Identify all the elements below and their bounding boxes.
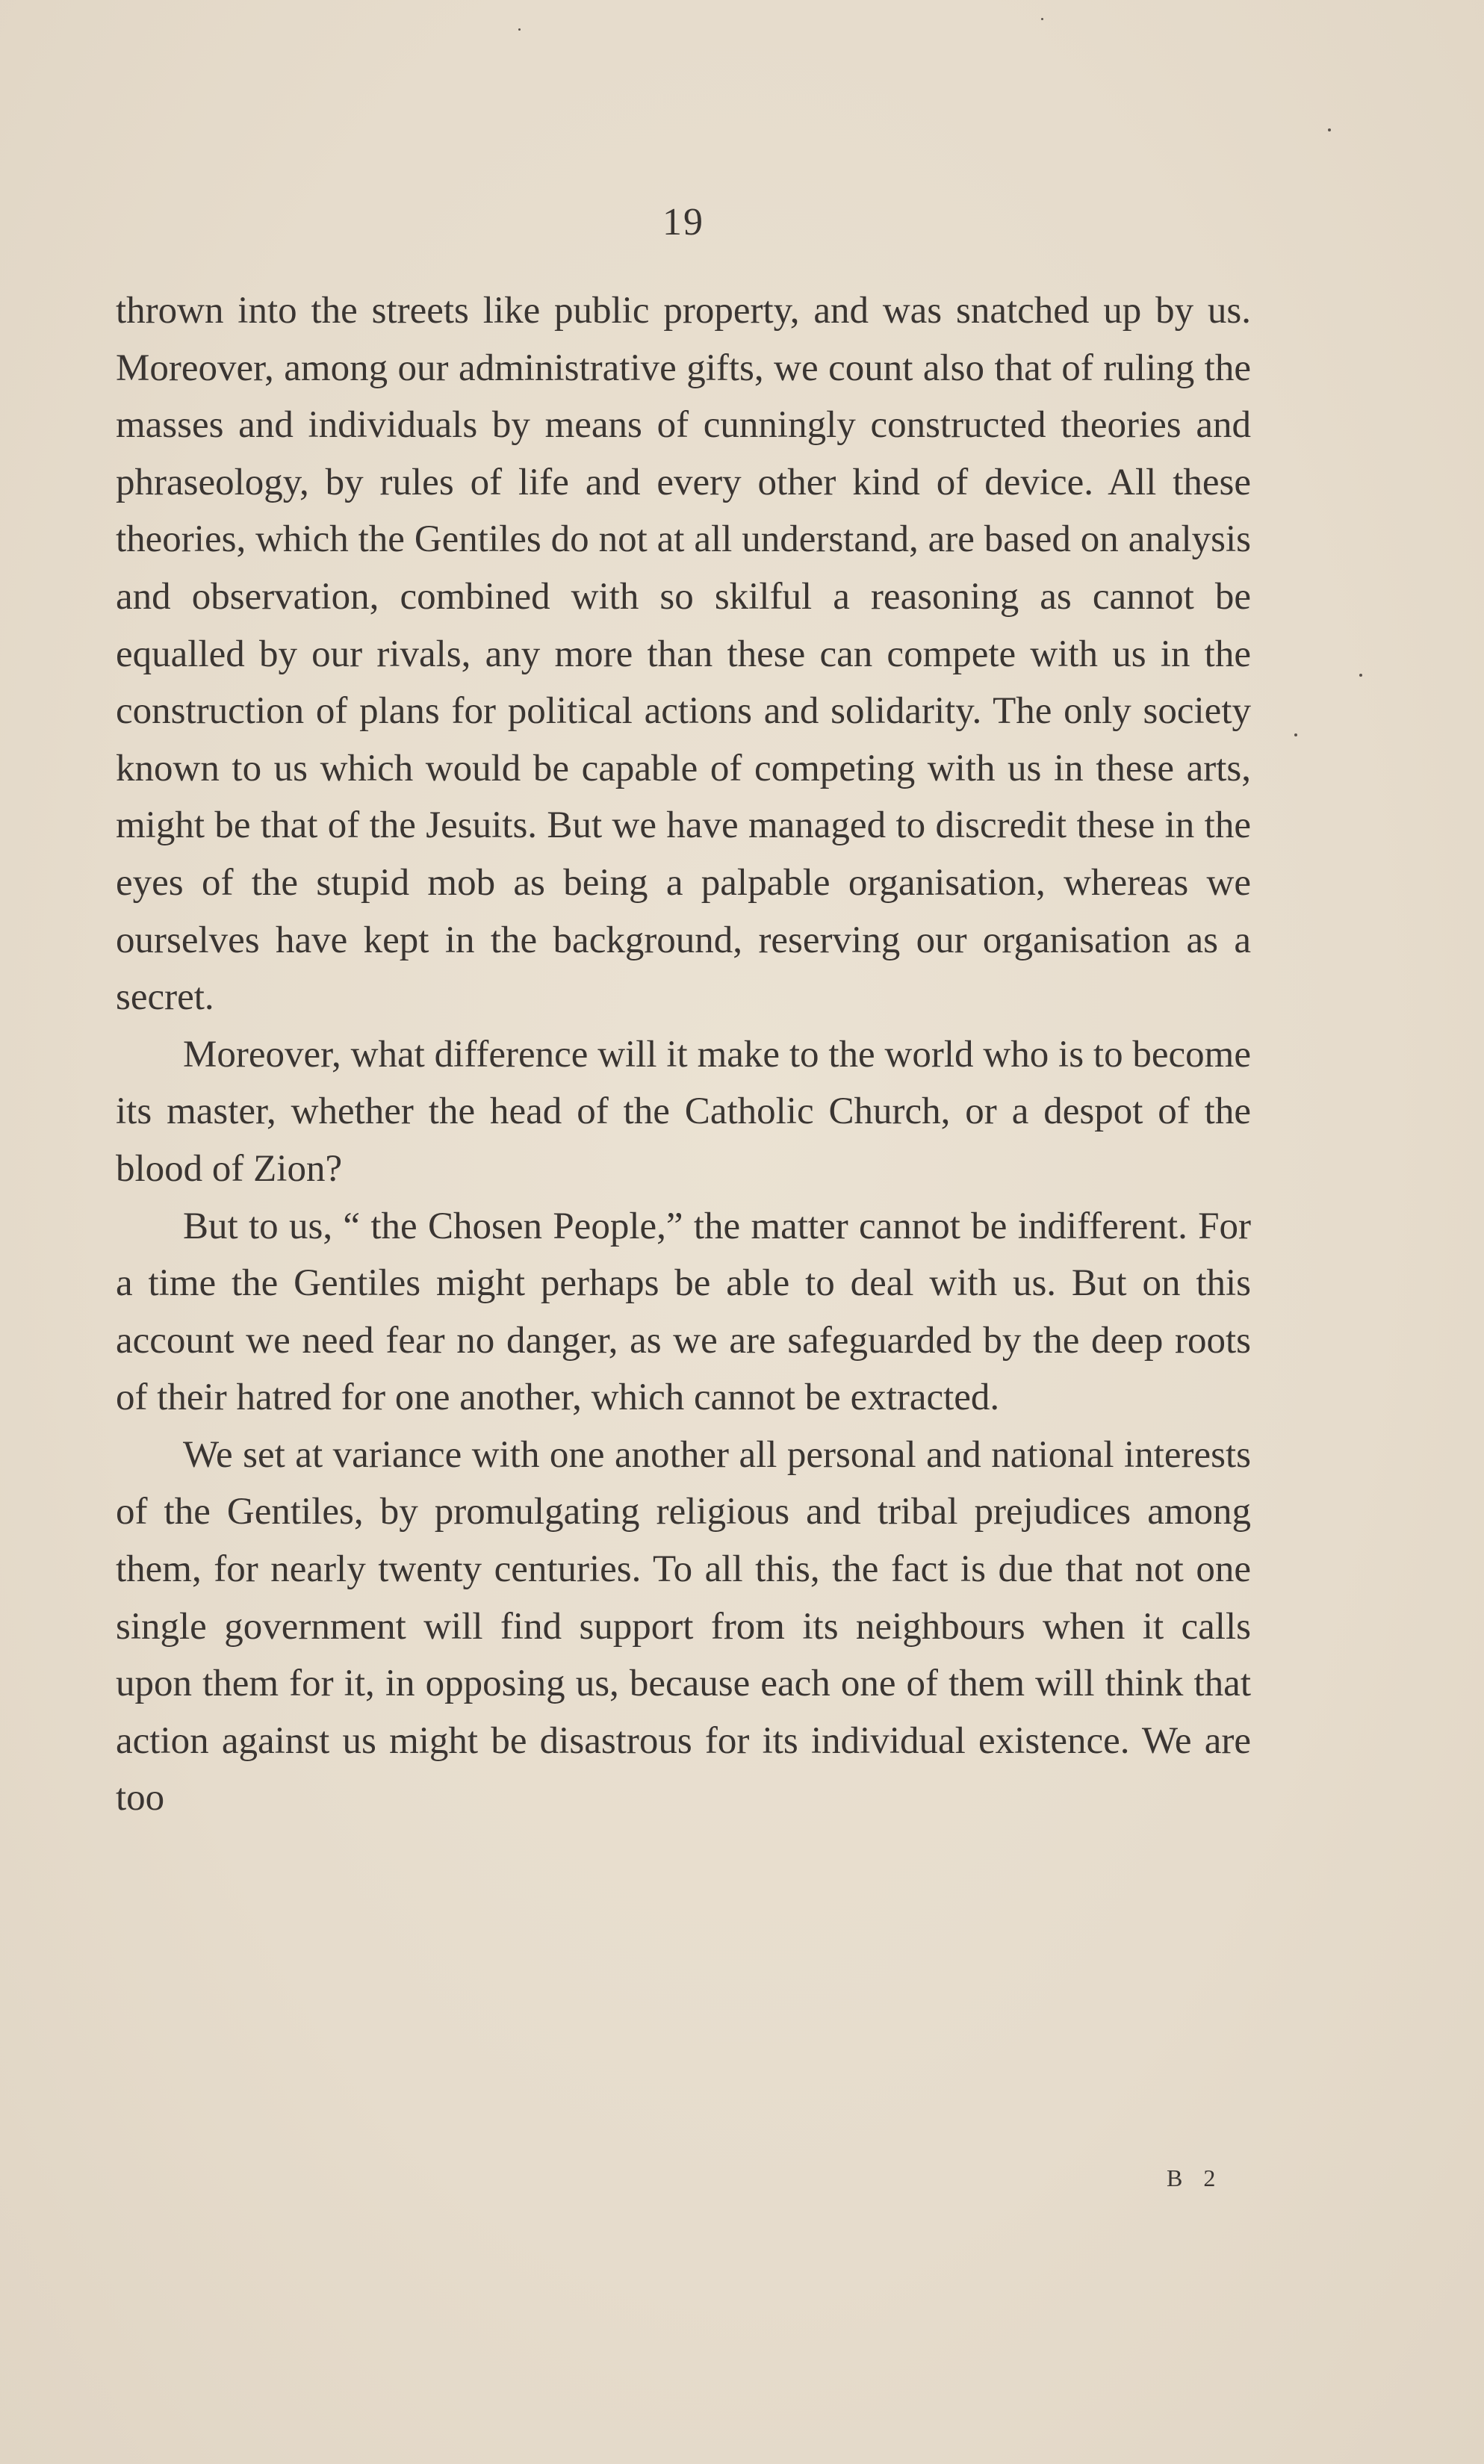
body-text [116,282,1251,1827]
paragraph-4: We set at variance with one another all personal and national interests of the Gentiles, by promulgating religious and tribal prejudices among them, for nearly twenty centuries. To all this, the fact is due that not one single government will find support from its neighbours when it calls upon them for it, in opposing us, because each one of them will think that action against us might be disastrous for its individual existence. We are too [116,1433,1251,1819]
paragraph-2: Moreover, what difference will it make to the world who is to become its master, whether the head of the Catholic Church, or a despot of the blood of Zion? [116,1033,1251,1190]
paragraph-1: thrown into the streets like public property, and was snatched up by us. Moreover, among our administrative gifts, we count also that of ruling the masses and individuals by means of cunningly constructed theories and phraseology, by rules of life and every other kind of device. All these theories, which the Gentiles do not at all understand, are based on analysis and observation, combined with so skilful a reasoning as cannot be equalled by our rivals, any more than these can compete with us in the construction of plans for political actions and solidarity. The only society known to us which would be capable of competing with us in these arts, might be that of the Jesuits. But we have managed to discredit these in the eyes of the stupid mob as being a palpable organisation, whereas we ourselves have kept in the background, reserving our organisation as a secret. [116,290,1251,1019]
paper-speck [518,28,521,31]
paragraph-3: But to us, “ the Chosen People,” the matter cannot be indifferent. For a time the Gentiles might perhaps be able to deal with us. But on this account we need fear no danger, as we are safeguarded by the deep roots of their hatred for one another, which cannot be extracted. [116,1205,1251,1419]
signature-mark: B 2 [1167,2164,1223,2191]
paper-speck [1328,128,1331,131]
paper-speck [1359,674,1362,677]
paper-speck [1294,733,1297,736]
paper-speck [1041,18,1043,20]
page-number: 19 [662,201,704,243]
